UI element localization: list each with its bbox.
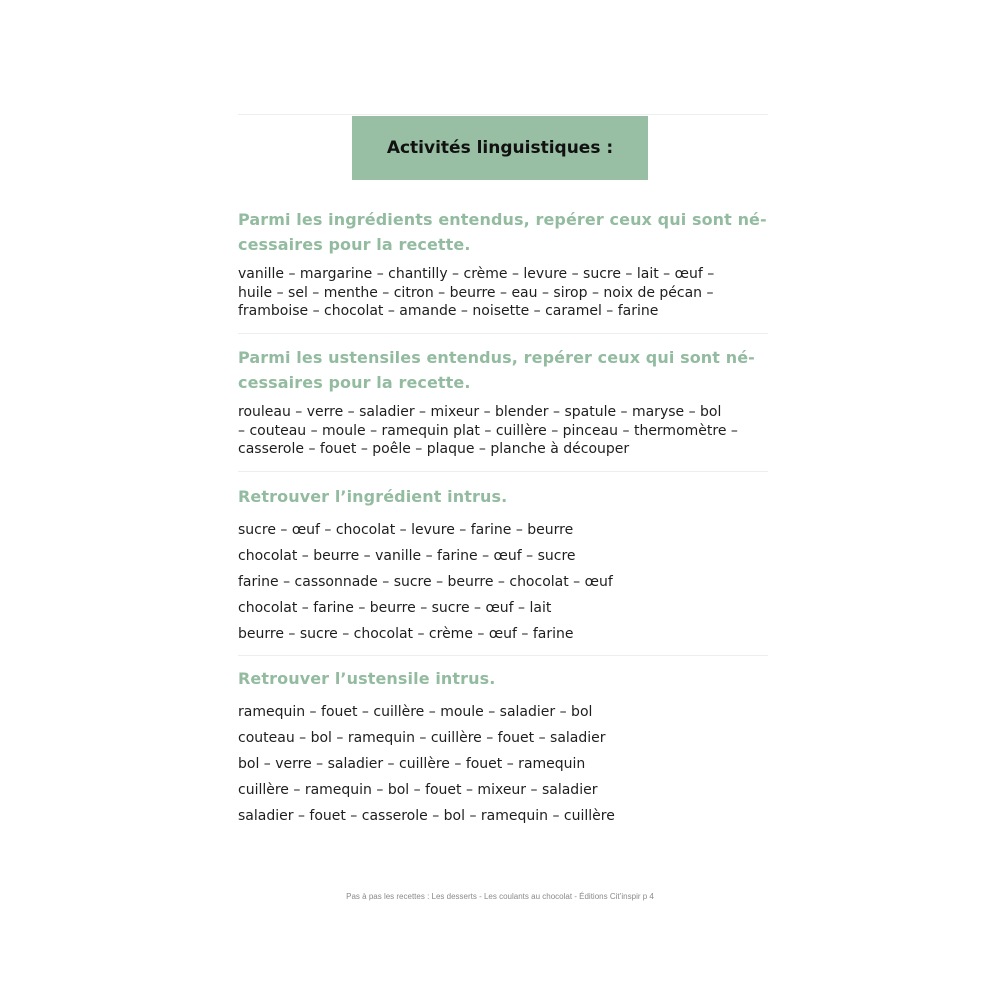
text-line: casserole – fouet – poêle – plaque – planche à découper	[238, 441, 630, 457]
text-line: huile – sel – menthe – citron – beurre – eau – sirop – noix de pécan –	[238, 284, 714, 301]
list-item: bol – verre – saladier – cuillère – fouet – ramequin	[238, 756, 586, 772]
heading-line: cessaires pour la recette.	[238, 373, 471, 392]
section-divider	[238, 471, 768, 472]
section-ingredients	[238, 207, 768, 321]
list-item: saladier – fouet – casserole – bol – ramequin – cuillère	[238, 808, 615, 824]
list-item: chocolat – beurre – vanille – farine – œuf – sucre	[238, 548, 576, 564]
heading-line: cessaires pour la recette.	[238, 235, 471, 254]
list-item: beurre – sucre – chocolat – crème – œuf – farine	[238, 626, 574, 642]
page-title: Activités linguistiques :	[352, 116, 648, 180]
list-item: couteau – bol – ramequin – cuillère – fouet – saladier	[238, 730, 606, 746]
list-item: farine – cassonnade – sucre – beurre – chocolat – œuf	[238, 574, 613, 590]
heading-line: Parmi les ingrédients entendus, repérer ceux qui sont né-	[238, 210, 767, 229]
list-item: chocolat – farine – beurre – sucre – œuf – lait	[238, 600, 552, 616]
top-divider	[238, 114, 768, 115]
section-divider	[238, 655, 768, 656]
list-item: cuillère – ramequin – bol – fouet – mixeur – saladier	[238, 782, 598, 798]
section-intruder-utensil	[238, 666, 768, 829]
word-list	[238, 403, 768, 459]
word-list	[238, 265, 768, 321]
text-line: – couteau – moule – ramequin plat – cuillère – pinceau – thermomètre –	[238, 422, 738, 439]
intruder-list	[238, 517, 768, 647]
text-line: rouleau – verre – saladier – mixeur – blender – spatule – maryse – bol	[238, 404, 722, 420]
section-heading: Retrouver l’ingrédient intrus.	[238, 487, 508, 506]
list-item: ramequin – fouet – cuillère – moule – saladier – bol	[238, 704, 593, 720]
section-heading: Retrouver l’ustensile intrus.	[238, 669, 496, 688]
text-line: vanille – margarine – chantilly – crème – levure – sucre – lait – œuf –	[238, 266, 715, 282]
intruder-list	[238, 699, 768, 829]
section-utensils	[238, 345, 768, 459]
list-item: sucre – œuf – chocolat – levure – farine – beurre	[238, 522, 574, 538]
heading-line: Parmi les ustensiles entendus, repérer ceux qui sont né-	[238, 348, 755, 367]
section-divider	[238, 333, 768, 334]
page-footer: Pas à pas les recettes : Les desserts - Les coulants au chocolat - Éditions Cit’inspir p 4	[346, 892, 654, 901]
section-intruder-ingredient	[238, 484, 768, 647]
section-heading	[238, 345, 768, 395]
section-heading	[238, 207, 768, 257]
text-line: framboise – chocolat – amande – noisette – caramel – farine	[238, 303, 659, 319]
